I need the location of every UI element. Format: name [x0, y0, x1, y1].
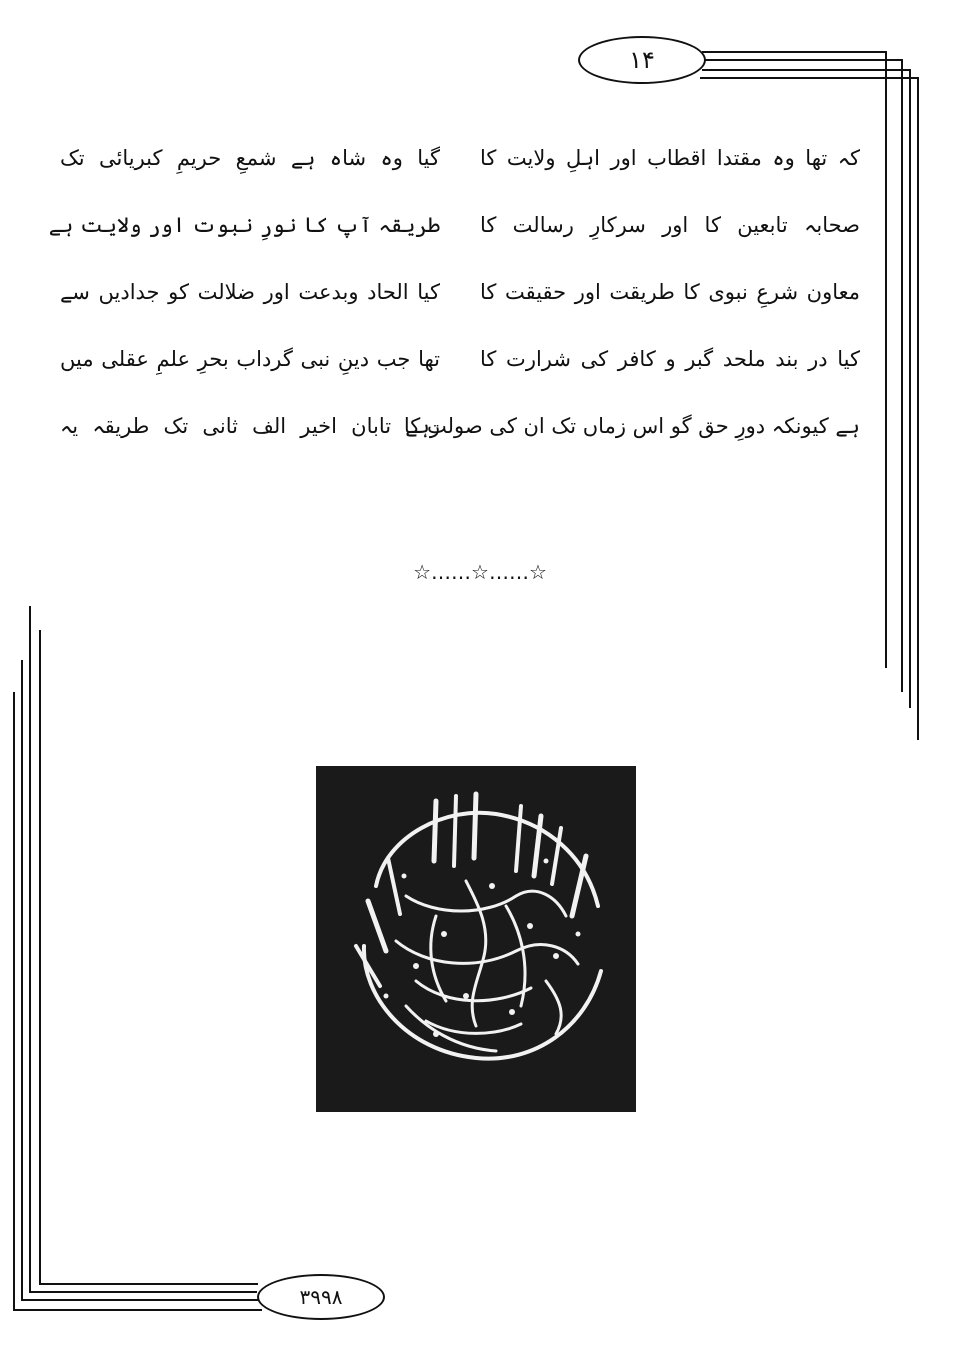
page-number-bottom	[257, 1274, 385, 1320]
border-line-innermost-bottom	[40, 630, 258, 1284]
verse-right-hemistich: رہے تابان اخیر الف ثانی تک طریقہ یہ	[60, 413, 440, 438]
verse-right-hemistich: تھا جب دینِ نبی گرداب بحرِ علمِ عقلی میں	[60, 346, 440, 371]
page-number-bottom-text: ٣٩٩٨	[299, 1285, 343, 1309]
border-line-inner-bottom	[14, 692, 262, 1310]
verse-left-hemistich: کیا در بند ملحد گبر و کافر کی شرارت کا	[480, 346, 860, 371]
border-line-mid-bottom	[22, 660, 259, 1300]
verse-right-hemistich: طریقہ آپ کا نورِ نبوت اور ولایت ہے	[48, 212, 440, 237]
verse-row	[60, 325, 860, 392]
verse-right-hemistich: کیا الحاد وبدعت اور ضلالت کو جدادیں سے	[60, 279, 440, 304]
verse-row	[48, 191, 860, 258]
poem	[48, 124, 860, 459]
verse-left-hemistich: معاون شرعِ نبوی کا طریقت اور حقیقت کا	[480, 279, 860, 304]
section-separator: ☆……☆……☆	[413, 560, 547, 584]
verse-left-hemistich: ہے کیونکہ دورِ حق گو اس زماں تک ان کی صولت کا	[403, 413, 860, 438]
border-line-outer-bottom	[30, 606, 257, 1292]
page-number-top	[578, 36, 706, 84]
verse-row	[60, 258, 860, 325]
page-number-top-text: ١۴	[629, 46, 655, 74]
calligraphy-image	[316, 766, 636, 1112]
verse-row	[60, 124, 860, 191]
verse-row	[60, 392, 860, 459]
calligraphy-roundel	[316, 766, 636, 1112]
verse-left-hemistich: کہ تھا وہ مقتدا اقطاب اور اہلِ ولایت کا	[480, 145, 860, 170]
verse-left-hemistich: صحابہ تابعین کا اور سرکارِ رسالت کا	[480, 212, 860, 237]
verse-right-hemistich: گیا وہ شاہ ہے شمعِ حریمِ کبریائی تک	[60, 145, 440, 170]
